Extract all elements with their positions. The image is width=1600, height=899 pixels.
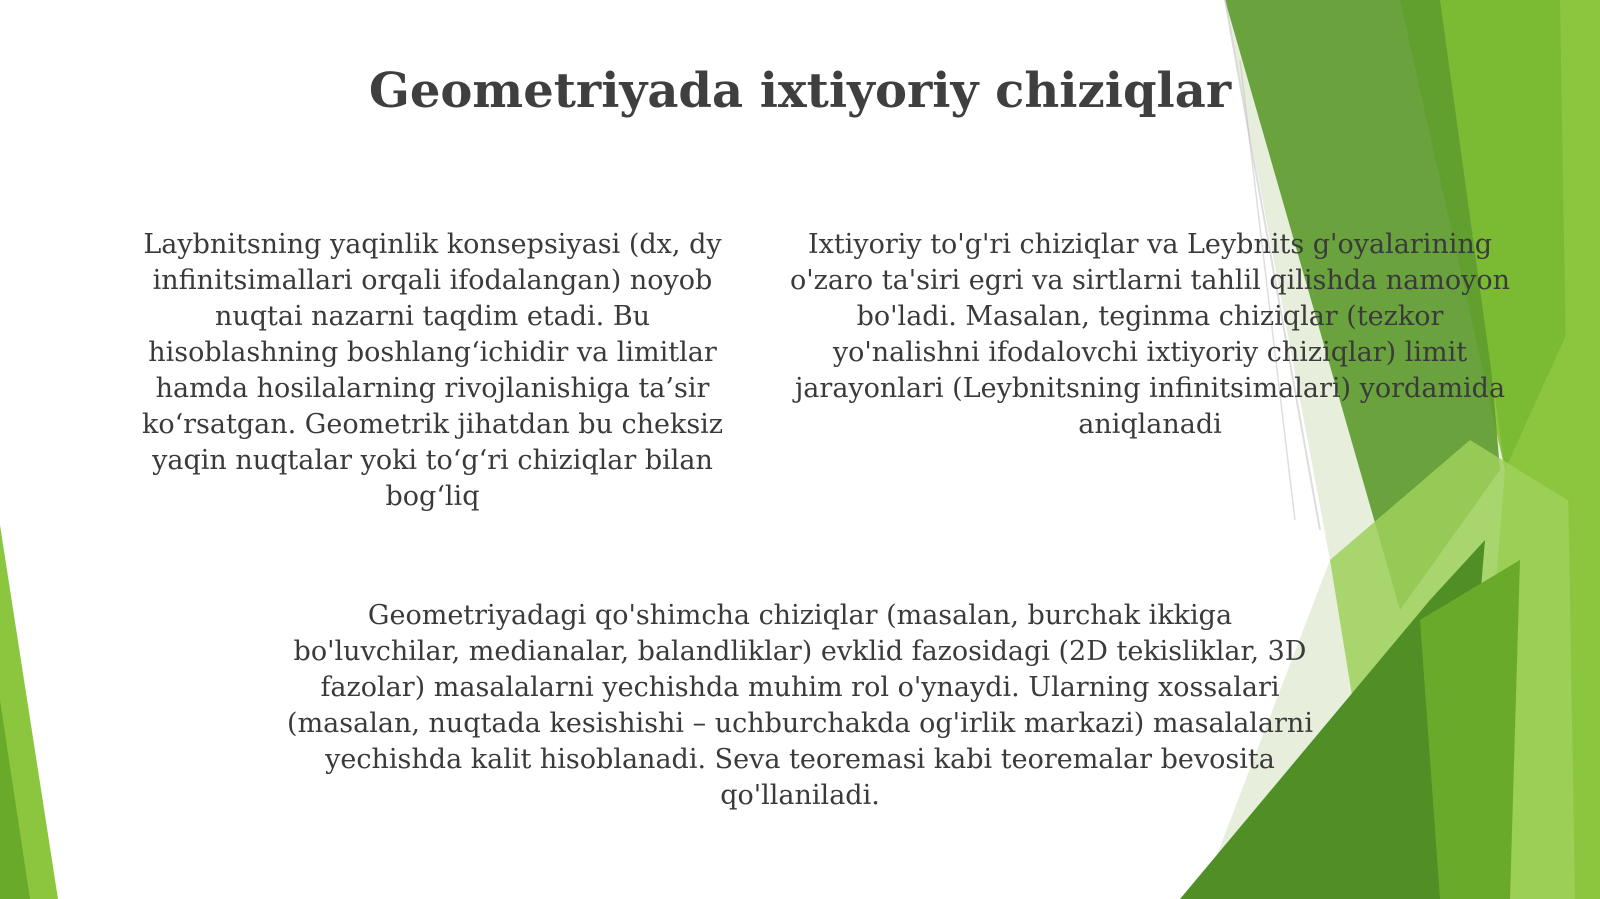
slide-title: Geometriyada ixtiyoriy chiziqlar <box>368 63 1232 119</box>
right-paragraph: Ixtiyoriy to'g'ri chiziqlar va Leybnits g'oyalarining o'zaro ta'siri egri va sirtlarni tahlil qilishda namoyon bo'ladi. Masalan, teginma chiziqlar (tezkor yo'nalishni ifodalovchi ixtiyoriy chiziqlar) limit jarayonlari (Leybnitsning infinitsimalari) yordamida aniqlanadi <box>790 229 1511 440</box>
left-paragraph: Laybnitsning yaqinlik konsepsiyasi (dx, dy infinitsimallari orqali ifodalangan) noyob nuqtai nazarni taqdim etadi. Bu hisoblashning boshlang‘ichidir va limitlar hamda hosilalarning rivojlanishiga ta’sir ko‘rsatgan. Geometrik jihatdan bu cheksiz yaqin nuqtalar yoki to‘g‘ri chiziqlar bilan bog‘liq <box>141 229 724 512</box>
bottom-paragraph: Geometriyadagi qo'shimcha chiziqlar (masalan, burchak ikkiga bo'luvchilar, medianalar, balandliklar) evklid fazosidagi (2D tekisliklar, 3D fazolar) masalalarni yechishda muhim rol o'ynaydi. Ularning xossalari (masalan, nuqtada kesishishi – uchburchakda og'irlik markazi) masalalarni yechishda kalit hisoblanadi. Seva teoremasi kabi teoremalar bevosita qo'llaniladi. <box>287 600 1313 811</box>
